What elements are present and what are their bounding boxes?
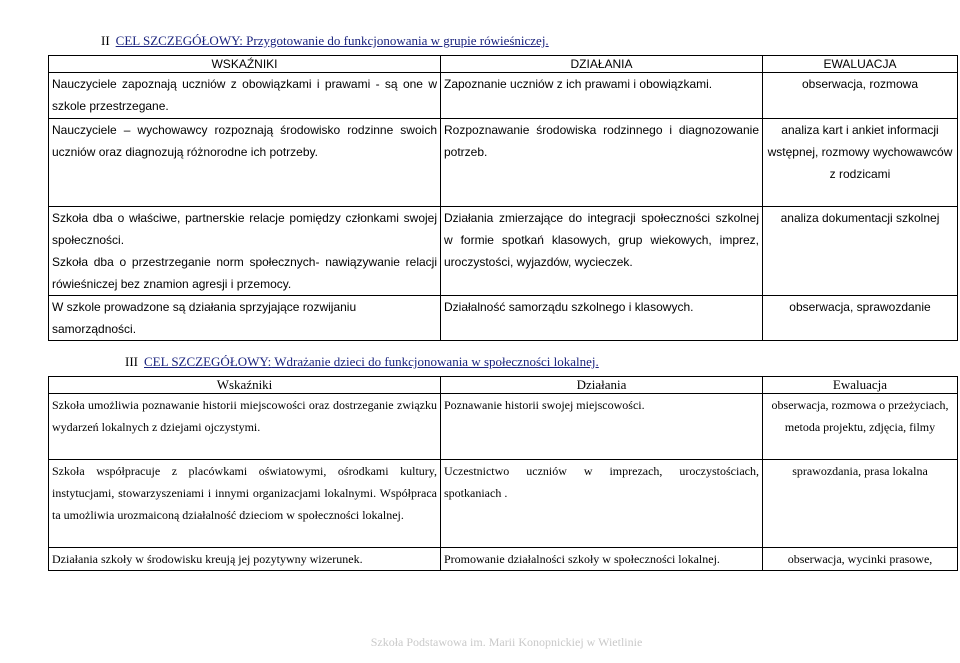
table-row [49, 73, 958, 119]
wskaznik-paragraph: Szkoła dba o przestrzeganie norm społecznych- nawiązywanie relacji rówieśniczej bez znamion agresji i przemocy. [52, 255, 437, 291]
cell-dzialanie: Zapoznanie uczniów z ich prawami i obowiązkami. [441, 73, 763, 119]
table-row [49, 548, 958, 571]
table-row [49, 460, 958, 548]
section-2-number: II [101, 33, 110, 48]
cell-wskaznik [49, 207, 441, 296]
section-3-lead: CEL SZCZEGÓŁOWY: [144, 354, 272, 369]
table-row [49, 394, 958, 460]
cell-wskaznik: W szkole prowadzone są działania sprzyjające rozwijaniu samorządności. [49, 296, 441, 341]
cell-ewaluacja: obserwacja, wycinki prasowe, [763, 548, 958, 571]
section-3-heading: Wdrażanie dzieci do funkcjonowania w społeczności lokalnej. [271, 354, 599, 369]
table-row [49, 296, 958, 341]
header-dzialania: Działania [441, 377, 763, 394]
page-footer: Szkoła Podstawowa im. Marii Konopnickiej w Wietlinie [370, 635, 643, 649]
table-row [49, 119, 958, 207]
header-wskazniki: Wskaźniki [49, 377, 441, 394]
cell-dzialanie: Działalność samorządu szkolnego i klasowych. [441, 296, 763, 341]
cell-ewaluacja: obserwacja, rozmowa [763, 73, 958, 119]
table-header-row [49, 56, 958, 73]
cell-ewaluacja: sprawozdania, prasa lokalna [763, 460, 958, 548]
cell-wskaznik: Nauczyciele – wychowawcy rozpoznają środowisko rodzinne swoich uczniów oraz diagnozują różnorodne ich potrzeby. [49, 119, 441, 207]
table-header-row [49, 377, 958, 394]
cell-dzialanie: Promowanie działalności szkoły w społeczności lokalnej. [441, 548, 763, 571]
cell-ewaluacja [763, 394, 958, 460]
cell-dzialanie: Uczestnictwo uczniów w imprezach, uroczystościach, spotkaniach . [441, 460, 763, 548]
cell-wskaznik: Szkoła współpracuje z placówkami oświatowymi, ośrodkami kultury, instytucjami, stowarzyszeniami i innymi organizacjami lokalnymi. Współpraca ta umożliwia urozmaiconą działalność dzieciom w społeczności lokalnej. [49, 460, 441, 548]
section-3-title [125, 354, 599, 370]
section-2-lead: CEL SZCZEGÓŁOWY: [115, 33, 243, 48]
section-3-table [48, 376, 958, 571]
section-3-number: III [125, 354, 138, 369]
cell-ewaluacja: analiza dokumentacji szkolnej [763, 207, 958, 296]
cell-wskaznik: Nauczyciele zapoznają uczniów z obowiązkami i prawami - są one w szkole przestrzegane. [49, 73, 441, 119]
section-2-title [101, 33, 549, 49]
cell-wskaznik: Szkoła umożliwia poznawanie historii miejscowości oraz dostrzeganie związku wydarzeń lokalnych z dziejami ojczystymi. [49, 394, 441, 460]
cell-ewaluacja: obserwacja, sprawozdanie [763, 296, 958, 341]
header-dzialania: DZIAŁANIA [441, 56, 763, 73]
section-2-heading: Przygotowanie do funkcjonowania w grupie rówieśniczej. [242, 33, 549, 48]
cell-dzialanie: Działania zmierzające do integracji społeczności szkolnej w formie spotkań klasowych, grup wiekowych, imprez, uroczystości, wyjazdów, wycieczek. [441, 207, 763, 296]
cell-dzialanie: Rozpoznawanie środowiska rodzinnego i diagnozowanie potrzeb. [441, 119, 763, 207]
ewaluacja-line: obserwacja, rozmowa o przeżyciach, [771, 398, 949, 412]
section-2-table [48, 55, 958, 341]
header-ewaluacja: Ewaluacja [763, 377, 958, 394]
header-ewaluacja: EWALUACJA [763, 56, 958, 73]
cell-wskaznik: Działania szkoły w środowisku kreują jej pozytywny wizerunek. [49, 548, 441, 571]
cell-ewaluacja: analiza kart i ankiet informacji wstępnej, rozmowy wychowawców z rodzicami [763, 119, 958, 207]
header-wskazniki: WSKAŹNIKI [49, 56, 441, 73]
wskaznik-paragraph: Szkoła dba o właściwe, partnerskie relacje pomiędzy członkami swojej społeczności. [52, 211, 437, 247]
ewaluacja-line: metoda projektu, zdjęcia, filmy [784, 420, 936, 434]
table-row [49, 207, 958, 296]
cell-dzialanie: Poznawanie historii swojej miejscowości. [441, 394, 763, 460]
